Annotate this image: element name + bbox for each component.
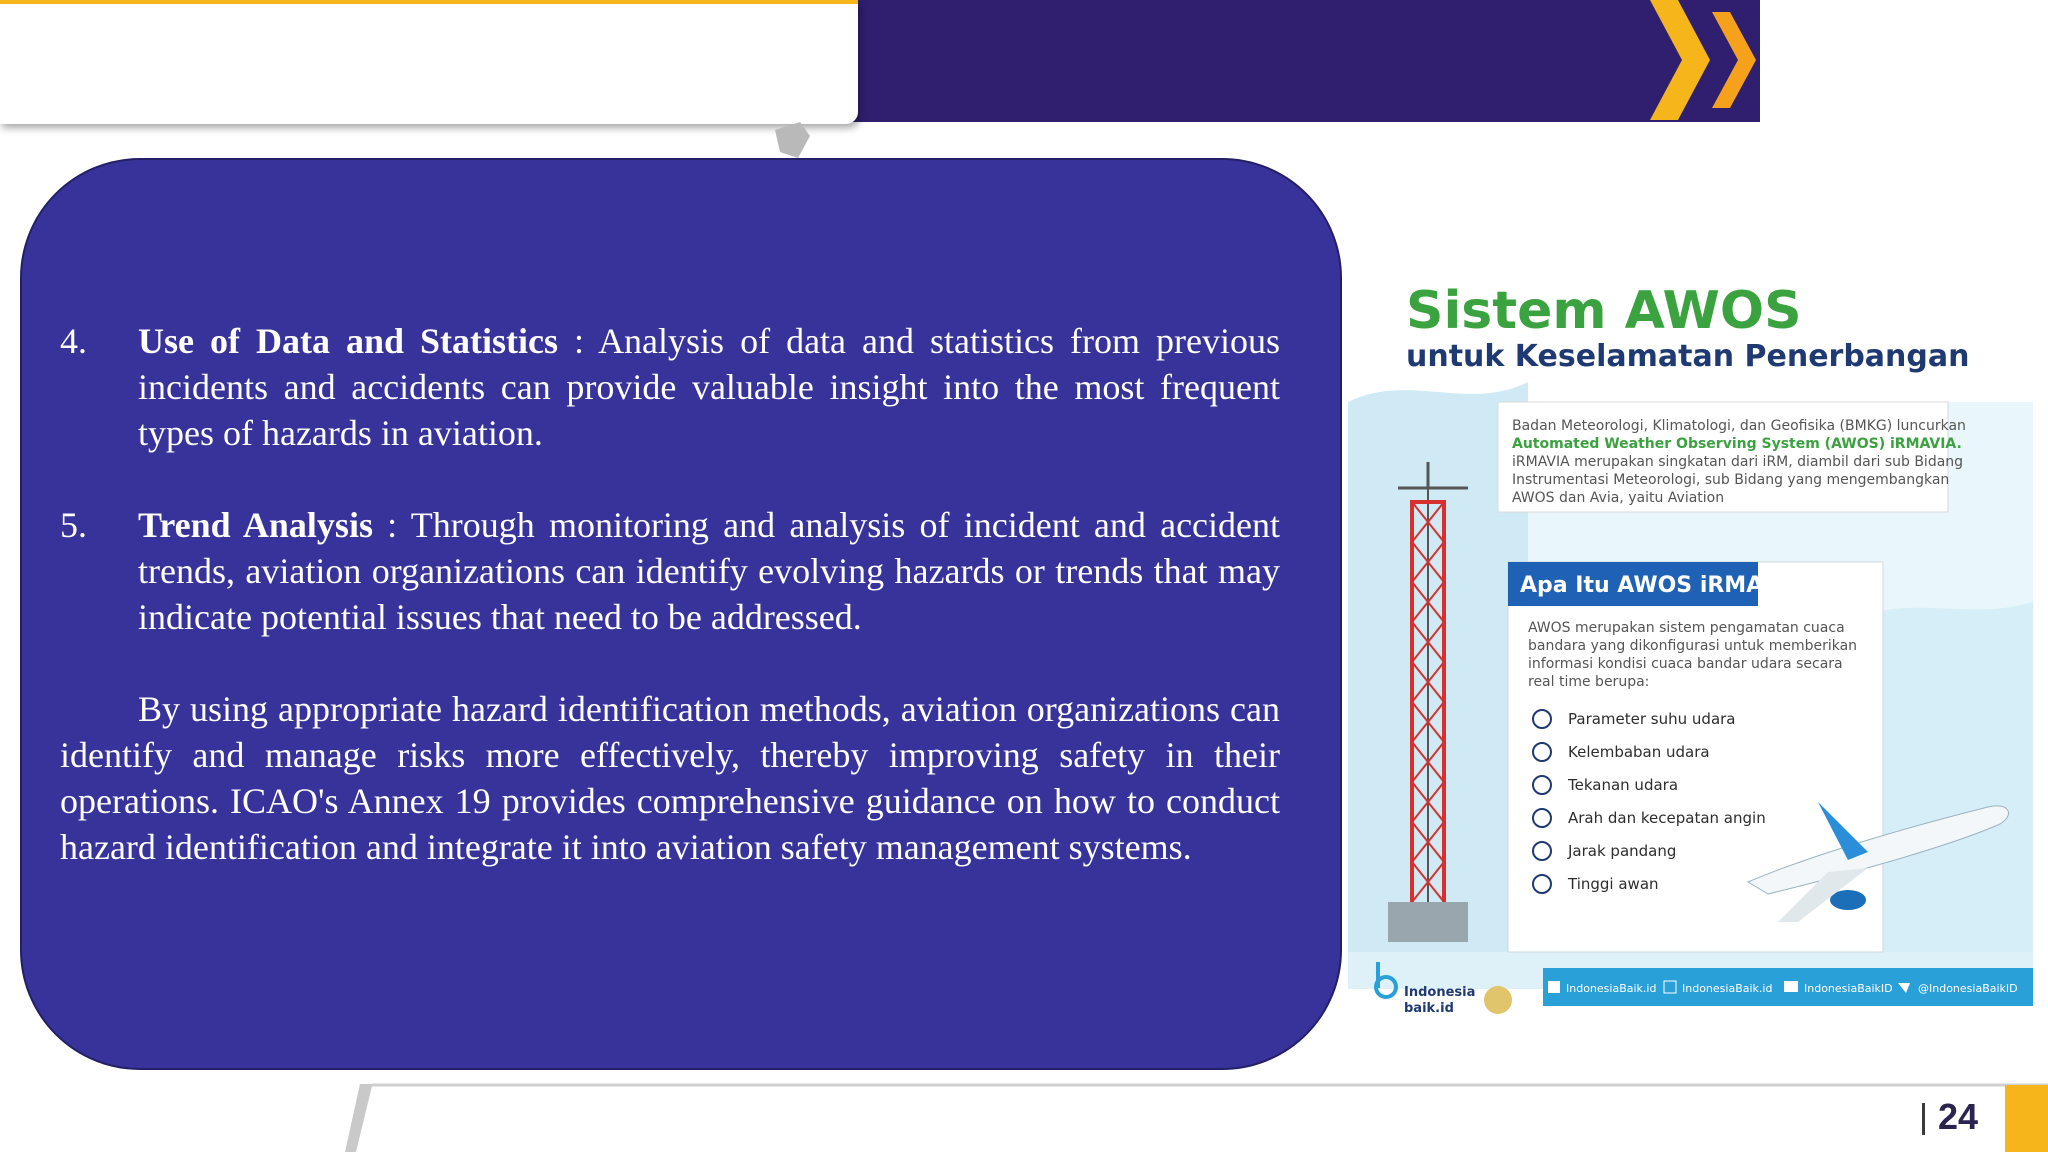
youtube-icon xyxy=(1784,981,1798,992)
chevron-arrows-icon xyxy=(1640,0,1780,135)
brand-line: Indonesia xyxy=(1404,985,1476,1000)
decorative-shadow xyxy=(770,122,820,162)
list-item-label: Arah dan kecepatan angin xyxy=(1568,809,1766,827)
item-number: 4. xyxy=(60,321,87,361)
item-separator: : xyxy=(558,321,599,361)
page-number: 24 xyxy=(1938,1096,1979,1137)
desc-line: AWOS merupakan sistem pengamatan cuaca xyxy=(1528,620,1845,636)
page-number-separator xyxy=(1922,1103,1925,1135)
intro-line: Instrumentasi Meteorologi, sub Bidang yang mengembangkan xyxy=(1512,472,1950,488)
intro-line: Automated Weather Observing System (AWOS) iRMAVIA. xyxy=(1512,436,1962,452)
desc-line: real time berupa: xyxy=(1528,674,1650,690)
facebook-icon xyxy=(1548,981,1560,993)
infographic-title: Sistem AWOS xyxy=(1406,281,1802,341)
list-item-label: Jarak pandang xyxy=(1568,842,1677,860)
item-body: Analysis of data and statistics from previous incidents and accidents can provide valuable insight into the most frequent types of hazards in aviation. xyxy=(138,321,1280,453)
desc-line: bandara yang dikonfigurasi untuk memberikan xyxy=(1528,638,1858,654)
item-body: Through monitoring and analysis of incident and accident trends, aviation organizations can identify evolving hazards or trends that may indicate potential issues that need to be addressed. xyxy=(138,505,1281,637)
footer-accent xyxy=(2005,1085,2048,1152)
awos-infographic xyxy=(1348,262,2033,1037)
item-number: 5. xyxy=(60,505,87,545)
list-item-label: Tinggi awan xyxy=(1568,875,1659,893)
emblem-icon xyxy=(1484,986,1512,1014)
desc-line: informasi kondisi cuaca bandar udara secara xyxy=(1528,656,1843,672)
list-item xyxy=(60,502,1280,640)
infographic-subtitle: untuk Keselamatan Penerbangan xyxy=(1406,339,1970,374)
intro-line: AWOS dan Avia, yaitu Aviation xyxy=(1512,490,1725,506)
item-heading: Trend Analysis xyxy=(138,505,373,545)
list-item-label: Tekanan udara xyxy=(1568,776,1679,794)
brand-line: baik.id xyxy=(1404,1001,1454,1016)
section-title: Apa Itu AWOS iRMAVIA? xyxy=(1520,573,1817,598)
social-handle: IndonesiaBaik.id xyxy=(1566,982,1657,995)
list-item-label: Kelembaban udara xyxy=(1568,743,1710,761)
item-heading: Use of Data and Statistics xyxy=(138,321,559,361)
social-handle: @IndonesiaBaikID xyxy=(1918,982,2018,995)
slide-title-box xyxy=(0,0,858,124)
social-handle: IndonesiaBaikID xyxy=(1804,982,1893,995)
closing-paragraph: By using appropriate hazard identification methods, aviation organizations can identify and manage risks more effectively, thereby improving safety in their operations. ICAO's Annex 19 provides comprehensive guidance on how to conduct hazard identification and integrate it into aviation safety management systems. xyxy=(60,689,1280,867)
intro-line: iRMAVIA merupakan singkatan dari iRM, diambil dari sub Bidang xyxy=(1512,454,1964,470)
footer-decoration xyxy=(0,1060,2048,1152)
item-separator: : xyxy=(372,505,411,545)
list-item xyxy=(60,318,1280,456)
social-handle: IndonesiaBaik.id xyxy=(1682,982,1773,995)
intro-line: Badan Meteorologi, Klimatologi, dan Geofisika (BMKG) luncurkan xyxy=(1512,418,1966,434)
list-item-label: Parameter suhu udara xyxy=(1568,710,1736,728)
content-text xyxy=(60,318,1280,870)
